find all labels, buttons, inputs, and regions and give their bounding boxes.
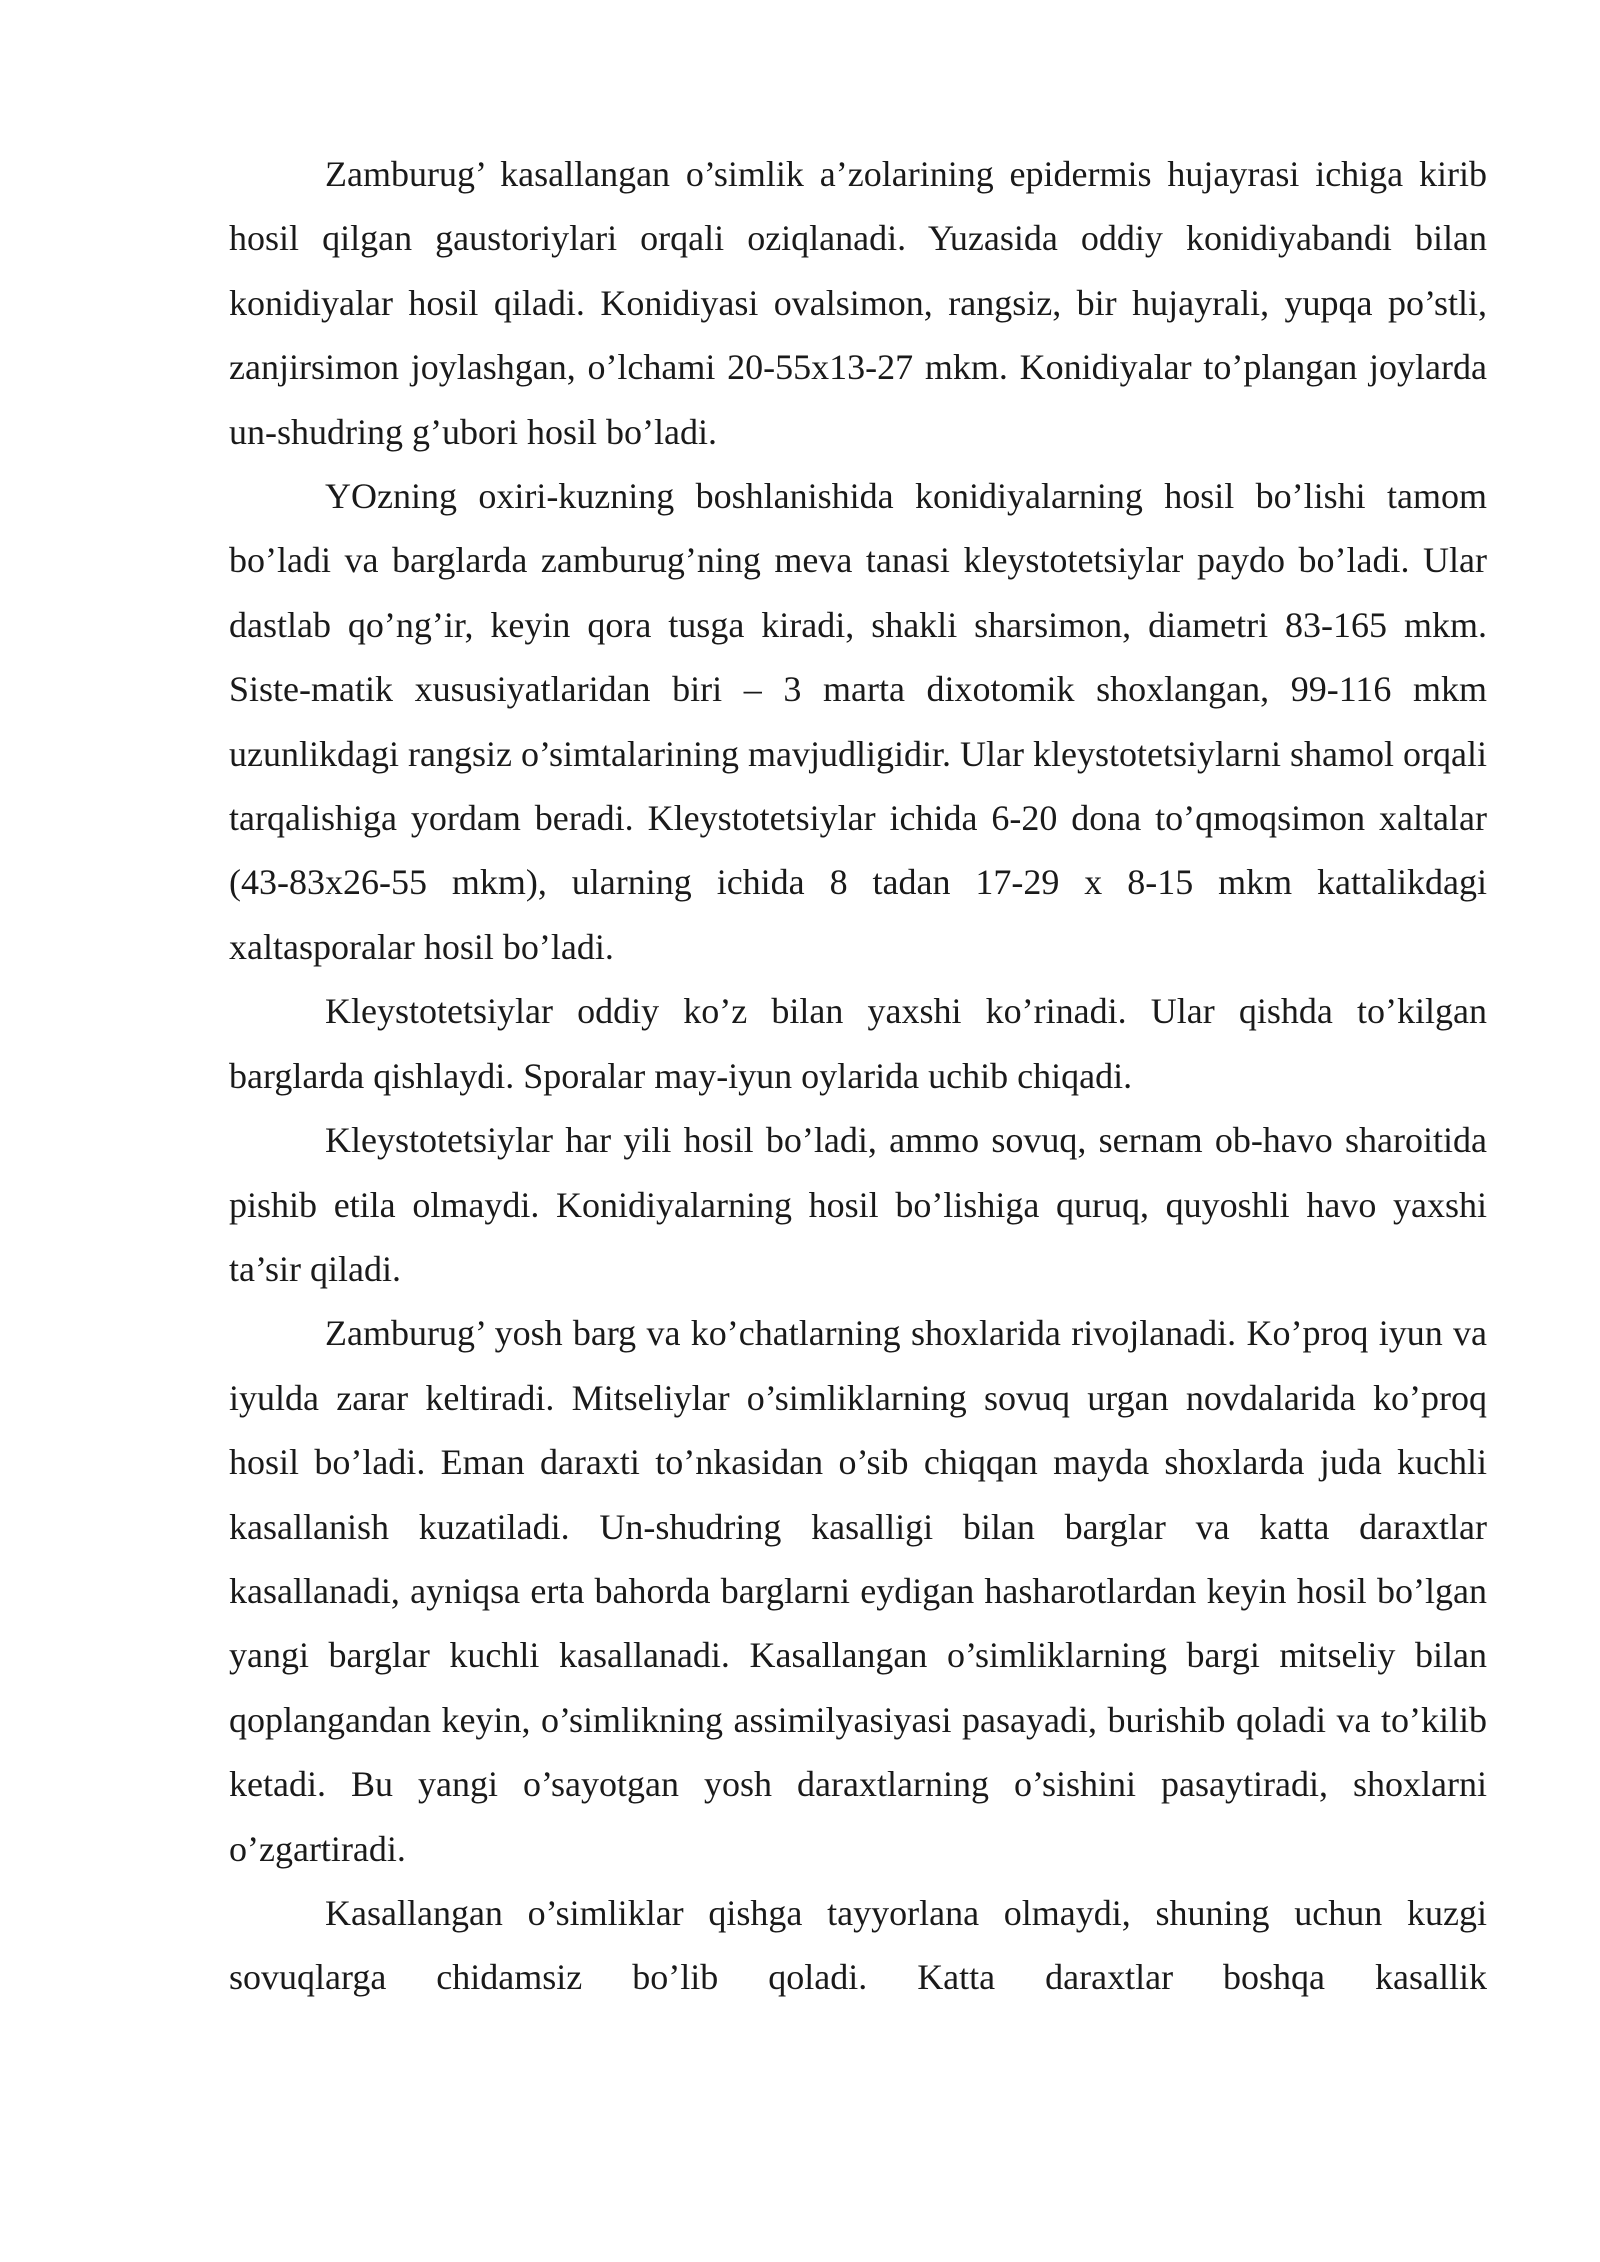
document-body — [229, 142, 1487, 2010]
paragraph-3: Kleystotetsiylar oddiy ko’z bilan yaxshi ko’rinadi. Ular qishda to’kilgan barglarda qishlaydi. Sporalar may-iyun oylarida uchib chiqadi. — [229, 991, 1487, 1096]
paragraph-4: Kleystotetsiylar har yili hosil bo’ladi, ammo sovuq, sernam ob-havo sharoitida pishib etila olmaydi. Konidiyalarning hosil bo’lishiga quruq, quyoshli havo yaxshi ta’sir qiladi. — [229, 1120, 1487, 1289]
paragraph-5: Zamburug’ yosh barg va ko’chatlarning shoxlarida rivojlanadi. Ko’proq iyun va iyulda zarar keltiradi. Mitseliylar o’simliklarning sovuq urgan novdalarida ko’proq hosil bo’ladi. Eman daraxti to’nkasidan o’sib chiqqan mayda shoxlarda juda kuchli kasallanish kuzatiladi. Un-shudring kasalligi bilan barglar va katta daraxtlar kasallanadi, ayniqsa erta bahorda barglarni eydigan hasharotlardan keyin hosil bo’lgan yangi barglar kuchli kasallanadi. Kasallangan o’simliklarning bargi mitseliy bilan qoplangandan keyin, o’simlikning assimilyasiyasi pasayadi, burishib qoladi va to’kilib ketadi. Bu yangi o’sayotgan yosh daraxtlarning o’sishini pasaytiradi, shoxlarni o’zgartiradi. — [229, 1313, 1487, 1869]
paragraph-1: Zamburug’ kasallangan o’simlik a’zolarining epidermis hujayrasi ichiga kirib hosil qilgan gaustoriylari orqali oziqlanadi. Yuzasida oddiy konidiyabandi bilan konidiyalar hosil qiladi. Konidiyasi ovalsimon, rangsiz, bir hujayrali, yupqa po’stli, zanjirsimon joylashgan, o’lchami 20-55x13-27 mkm. Konidiyalar to’plangan joylarda un-shudring g’ubori hosil bo’ladi. — [229, 154, 1487, 452]
paragraph-6: Kasallangan o’simliklar qishga tayyorlana olmaydi, shuning uchun kuzgi sovuqlarga chidamsiz bo’lib qoladi. Katta daraxtlar boshqa kasallik — [229, 1892, 1487, 1998]
paragraph-2: YOzning oxiri-kuzning boshlanishida konidiyalarning hosil bo’lishi tamom bo’ladi va barglarda zamburug’ning meva tanasi kleystotetsiylar paydo bo’ladi. Ular dastlab qo’ng’ir, keyin qora tusga kiradi, shakli sharsimon, diametri 83-165 mkm. Siste-matik xususiyatlaridan biri – 3 marta dixotomik shoxlangan, 99-116 mkm uzunlikdagi rangsiz o’simtalarining mavjudligidir. Ular kleystotetsiylarni shamol orqali tarqalishiga yordam beradi. Kleystotetsiylar ichida 6-20 dona to’qmoqsimon xaltalar (43-83x26-55 mkm), ularning ichida 8 tadan 17-29 x 8-15 mkm kattalikdagi xaltasporalar hosil bo’ladi. — [229, 476, 1487, 967]
